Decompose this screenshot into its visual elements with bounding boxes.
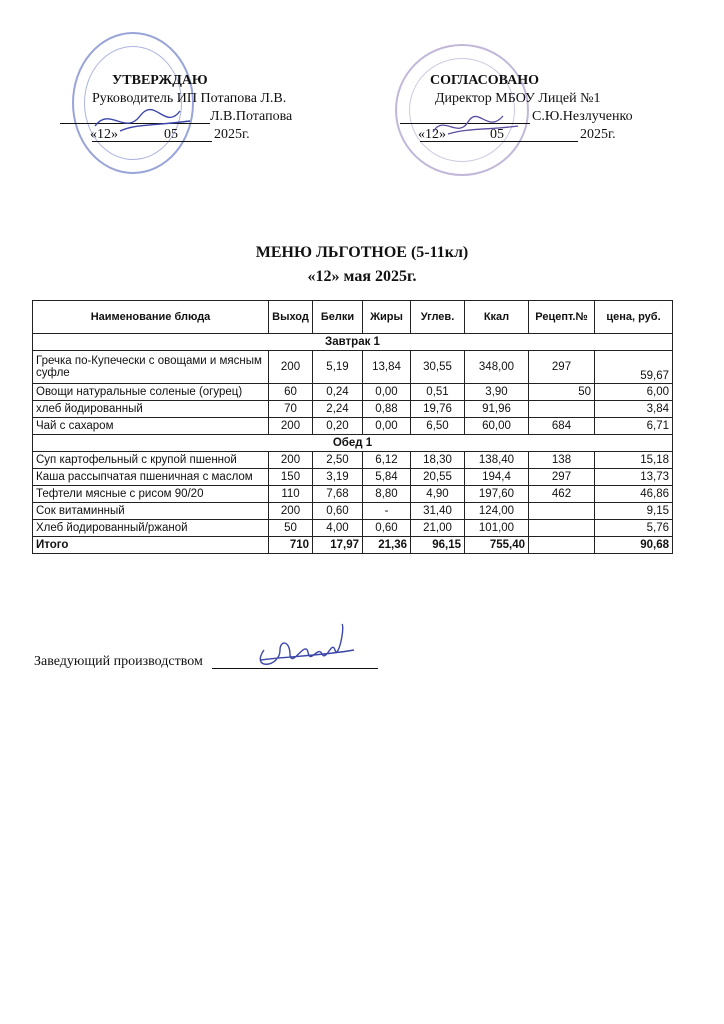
col-header-output: Выход	[269, 301, 313, 334]
dish-protein: 5,19	[313, 351, 363, 384]
dish-carbs: 30,55	[411, 351, 465, 384]
section-title: Завтрак 1	[33, 334, 673, 351]
dish-fat: 0,60	[363, 520, 411, 537]
agree-date-year: 2025г.	[580, 127, 616, 142]
dish-price: 3,84	[595, 401, 673, 418]
section-row	[33, 435, 673, 452]
table-row	[33, 469, 673, 486]
section-row	[33, 334, 673, 351]
dish-protein: 3,19	[313, 469, 363, 486]
table-row	[33, 503, 673, 520]
approve-signature	[90, 96, 200, 146]
dish-name: Овощи натуральные соленые (огурец)	[33, 384, 269, 401]
dish-output: 200	[269, 452, 313, 469]
table-header-row	[33, 301, 673, 334]
col-header-protein: Белки	[313, 301, 363, 334]
dish-fat: 0,00	[363, 384, 411, 401]
dish-fat: 8,80	[363, 486, 411, 503]
dish-output: 150	[269, 469, 313, 486]
approve-name: Л.В.Потапова	[210, 109, 293, 124]
footer-signature	[250, 620, 360, 675]
total-kcal: 755,40	[465, 537, 529, 554]
dish-output: 200	[269, 418, 313, 435]
dish-output: 70	[269, 401, 313, 418]
dish-recipe	[529, 503, 595, 520]
dish-price: 46,86	[595, 486, 673, 503]
dish-recipe	[529, 401, 595, 418]
dish-protein: 4,00	[313, 520, 363, 537]
dish-protein: 0,24	[313, 384, 363, 401]
dish-carbs: 31,40	[411, 503, 465, 520]
menu-date: «12» мая 2025г.	[307, 268, 417, 285]
dish-kcal: 124,00	[465, 503, 529, 520]
dish-name: Сок витаминный	[33, 503, 269, 520]
dish-price: 59,67	[595, 351, 673, 384]
dish-carbs: 21,00	[411, 520, 465, 537]
total-row	[33, 537, 673, 554]
dish-fat: 0,88	[363, 401, 411, 418]
dish-carbs: 20,55	[411, 469, 465, 486]
dish-protein: 2,50	[313, 452, 363, 469]
dish-fat: -	[363, 503, 411, 520]
dish-kcal: 101,00	[465, 520, 529, 537]
total-protein: 17,97	[313, 537, 363, 554]
dish-recipe: 297	[529, 469, 595, 486]
col-header-recipe: Рецепт.№	[529, 301, 595, 334]
agree-date-day: «12»	[418, 127, 446, 142]
agree-position: Директор МБОУ Лицей №1	[435, 91, 601, 106]
dish-name: Гречка по-Купечески с овощами и мясным суфле	[33, 351, 269, 384]
dish-name: хлеб йодированный	[33, 401, 269, 418]
total-price: 90,68	[595, 537, 673, 554]
dish-recipe	[529, 520, 595, 537]
total-label: Итого	[33, 537, 269, 554]
dish-recipe: 138	[529, 452, 595, 469]
dish-protein: 0,20	[313, 418, 363, 435]
approve-date-year: 2025г.	[214, 127, 250, 142]
dish-recipe: 684	[529, 418, 595, 435]
agree-name: С.Ю.Незлученко	[532, 109, 633, 124]
col-header-price: цена, руб.	[595, 301, 673, 334]
dish-protein: 7,68	[313, 486, 363, 503]
dish-protein: 0,60	[313, 503, 363, 520]
table-row	[33, 401, 673, 418]
total-fat: 21,36	[363, 537, 411, 554]
dish-price: 15,18	[595, 452, 673, 469]
agree-signature	[428, 104, 528, 144]
table-row	[33, 520, 673, 537]
dish-kcal: 3,90	[465, 384, 529, 401]
agree-title: СОГЛАСОВАНО	[430, 73, 539, 88]
col-header-fat: Жиры	[363, 301, 411, 334]
dish-output: 110	[269, 486, 313, 503]
table-row	[33, 452, 673, 469]
total-carbs: 96,15	[411, 537, 465, 554]
col-header-carbs: Углев.	[411, 301, 465, 334]
col-header-name: Наименование блюда	[33, 301, 269, 334]
dish-output: 60	[269, 384, 313, 401]
menu-title: МЕНЮ ЛЬГОТНОЕ (5-11кл)	[255, 244, 469, 261]
dish-output: 50	[269, 520, 313, 537]
dish-carbs: 0,51	[411, 384, 465, 401]
dish-price: 13,73	[595, 469, 673, 486]
approve-position: Руководитель ИП Потапова Л.В.	[92, 91, 287, 106]
dish-name: Суп картофельный с крупой пшенной	[33, 452, 269, 469]
dish-price: 5,76	[595, 520, 673, 537]
dish-carbs: 4,90	[411, 486, 465, 503]
dish-kcal: 194,4	[465, 469, 529, 486]
dish-fat: 6,12	[363, 452, 411, 469]
table-row	[33, 351, 673, 384]
dish-protein: 2,24	[313, 401, 363, 418]
dish-name: Каша рассыпчатая пшеничная с маслом	[33, 469, 269, 486]
section-title: Обед 1	[33, 435, 673, 452]
dish-name: Хлеб йодированный/ржаной	[33, 520, 269, 537]
table-row	[33, 486, 673, 503]
dish-kcal: 91,96	[465, 401, 529, 418]
dish-name: Чай с сахаром	[33, 418, 269, 435]
dish-price: 6,00	[595, 384, 673, 401]
dish-kcal: 348,00	[465, 351, 529, 384]
dish-kcal: 60,00	[465, 418, 529, 435]
dish-recipe: 297	[529, 351, 595, 384]
dish-fat: 0,00	[363, 418, 411, 435]
approve-title: УТВЕРЖДАЮ	[112, 73, 208, 88]
footer-label: Заведующий производством	[34, 654, 203, 669]
dish-price: 6,71	[595, 418, 673, 435]
dish-price: 9,15	[595, 503, 673, 520]
dish-recipe: 462	[529, 486, 595, 503]
dish-name: Тефтели мясные с рисом 90/20	[33, 486, 269, 503]
menu-table	[32, 300, 673, 554]
dish-fat: 5,84	[363, 469, 411, 486]
dish-carbs: 19,76	[411, 401, 465, 418]
dish-kcal: 197,60	[465, 486, 529, 503]
approve-date-month: 05	[164, 127, 178, 142]
approve-date-day: «12»	[90, 127, 118, 142]
dish-carbs: 18,30	[411, 452, 465, 469]
col-header-kcal: Ккал	[465, 301, 529, 334]
dish-output: 200	[269, 351, 313, 384]
dish-recipe: 50	[529, 384, 595, 401]
table-row	[33, 384, 673, 401]
dish-output: 200	[269, 503, 313, 520]
table-row	[33, 418, 673, 435]
total-output: 710	[269, 537, 313, 554]
total-recipe	[529, 537, 595, 554]
dish-fat: 13,84	[363, 351, 411, 384]
agree-date-month: 05	[490, 127, 504, 142]
dish-carbs: 6,50	[411, 418, 465, 435]
dish-kcal: 138,40	[465, 452, 529, 469]
